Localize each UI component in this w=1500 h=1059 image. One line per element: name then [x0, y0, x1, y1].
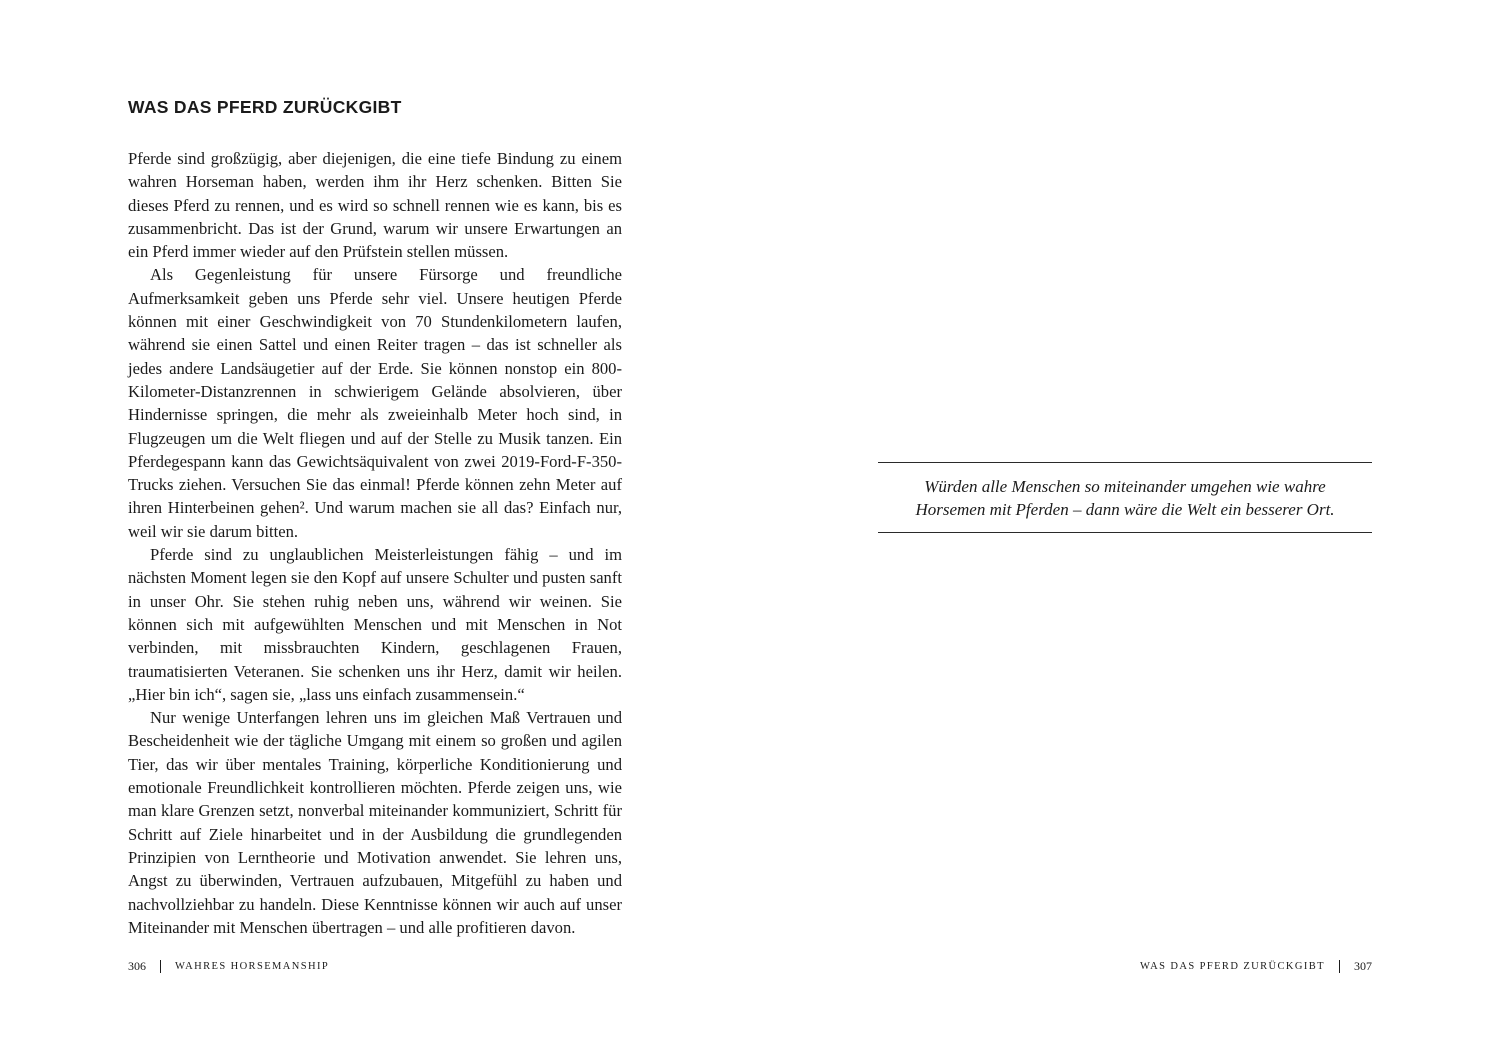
pull-quote-line-1: Würden alle Menschen so miteinander umgehen wie wahre [924, 477, 1326, 496]
left-page-number: 306 [128, 959, 146, 973]
body-text [128, 147, 622, 939]
pull-quote [878, 462, 1372, 533]
left-running-head: WAHRES HORSEMANSHIP [175, 961, 330, 972]
paragraph-3: Pferde sind zu unglaublichen Meisterleistungen fähig – und im nächsten Moment legen sie den Kopf auf unsere Schulter und pusten sanft in unser Ohr. Sie stehen ruhig neben uns, während wir weinen. Sie können sich mit aufgewühlten Menschen und mit Menschen in Not verbinden, mit missbrauchten Kindern, geschlagenen Frauen, traumatisierten Veteranen. Sie schenken uns ihr Herz, damit wir heilen. „Hier bin ich“, sagen sie, „lass uns einfach zusammensein.“ [128, 545, 622, 704]
right-page-number: 307 [1354, 959, 1372, 973]
footer-separator [1339, 960, 1340, 973]
paragraph-4: Nur wenige Unterfangen lehren uns im gleichen Maß Vertrauen und Bescheidenheit wie der tägliche Umgang mit einem so großen und agilen Tier, das wir über mentales Training, körperliche Konditionierung und emotionale Freundlichkeit kontrollieren möchten. Pferde zeigen uns, wie man klare Grenzen setzt, nonverbal miteinander kommuniziert, Schritt für Schritt auf Ziele hinarbeitet und in der Ausbildung die grundlegenden Prinzipien von Lerntheorie und Motivation anwendet. Sie lehren uns, Angst zu überwinden, Vertrauen aufzubauen, Mitgefühl zu haben und nachvollziehbar zu handeln. Diese Kenntnisse können wir auch auf unser Miteinander mit Menschen übertragen – und alle profitieren davon. [128, 708, 622, 937]
right-running-head: WAS DAS PFERD ZURÜCKGIBT [1140, 961, 1325, 972]
footer-separator [160, 960, 161, 973]
paragraph-2: Als Gegenleistung für unsere Fürsorge und freundliche Aufmerksamkeit geben uns Pferde sehr viel. Unsere heutigen Pferde können mit einer Geschwindigkeit von 70 Stundenkilometern laufen, während sie einen Sattel und einen Reiter tragen – das ist schneller als jedes andere Landsäugetier auf der Erde. Sie können nonstop ein 800-Kilometer-Distanzrennen in schwierigem Gelände absolvieren, über Hindernisse springen, die mehr als zweieinhalb Meter hoch sind, in Flugzeugen um die Welt fliegen und auf der Stelle zu Musik tanzen. Ein Pferdegespann kann das Gewichtsäquivalent von zwei 2019-Ford-F-350-Trucks ziehen. Versuchen Sie das einmal! Pferde können zehn Meter auf ihren Hinterbeinen gehen². Und warum machen sie all das? Einfach nur, weil wir sie darum bitten. [128, 265, 622, 541]
left-page [128, 96, 622, 939]
chapter-heading: WAS DAS PFERD ZURÜCKGIBT [128, 97, 402, 117]
right-footer [1140, 959, 1372, 974]
left-footer [128, 959, 329, 974]
paragraph-1: Pferde sind großzügig, aber diejenigen, die eine tiefe Bindung zu einem wahren Horseman haben, werden ihm ihr Herz schenken. Bitten Sie dieses Pferd zu rennen, und es wird so schnell rennen wie es kann, bis es zusammenbricht. Das ist der Grund, warum wir unsere Erwartungen an ein Pferd immer wieder auf den Prüfstein stellen müssen. [128, 149, 622, 262]
pull-quote-line-2: Horsemen mit Pferden – dann wäre die Welt ein besserer Ort. [915, 500, 1335, 519]
